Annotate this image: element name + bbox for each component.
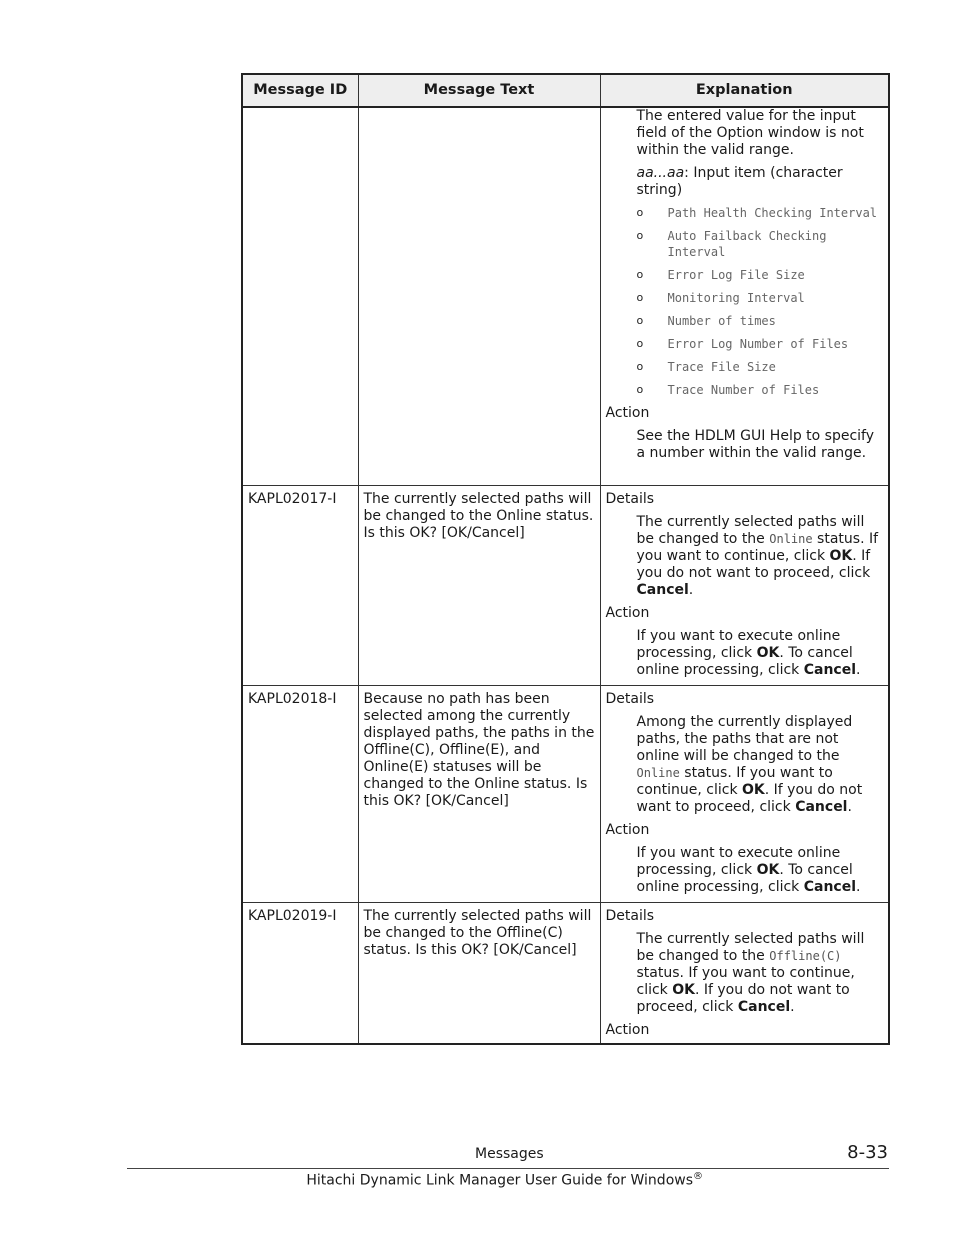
details-label: Details — [605, 490, 655, 507]
message-id-cell: KAPL02019-I — [242, 902, 358, 1044]
header-message-text: Message Text — [358, 74, 600, 107]
messages-table — [241, 73, 890, 1045]
details-label: Details — [605, 907, 655, 924]
explanation-cell — [600, 485, 889, 685]
input-item-variable: aa...aa — [636, 165, 685, 181]
registered-mark: ® — [693, 1171, 703, 1182]
table-header-row — [242, 74, 889, 107]
table-row — [242, 485, 889, 685]
list-item: o Trace Number of Files — [636, 383, 820, 397]
details-text: Among the currently displayed paths, the paths that are not online will be changed to the Online status. If you want to continue, click OK. If you do not want to proceed, click Cancel. — [636, 713, 863, 815]
action-text: See the HDLM GUI Help to specify a number within the valid range. — [636, 428, 875, 461]
message-text-cell: The currently selected paths will be changed to the Online status. Is this OK? [OK/Cancel] — [358, 485, 600, 685]
message-id-cell: KAPL02018-I — [242, 685, 358, 902]
circle-bullet-icon: o — [636, 337, 644, 350]
table-row — [242, 107, 889, 485]
action-label: Action — [605, 1021, 650, 1038]
circle-bullet-icon: o — [636, 291, 644, 304]
circle-bullet-icon: o — [636, 268, 644, 281]
explanation-cell — [600, 902, 889, 1044]
page-number: 8-33 — [847, 1142, 888, 1163]
action-label: Action — [605, 604, 650, 621]
list-item: o Auto Failback Checking Interval — [636, 229, 827, 259]
table-row — [242, 902, 889, 1044]
footer-section-name: Messages — [475, 1146, 544, 1162]
list-item: o Error Log File Size — [636, 268, 805, 282]
details-label: Details — [605, 690, 655, 707]
message-text-cell: The currently selected paths will be changed to the Offline(C) status. Is this OK? [OK/Cancel] — [358, 902, 600, 1044]
input-item-description: : Input item (character string) — [636, 165, 843, 198]
list-item: o Path Health Checking Interval — [636, 206, 878, 220]
list-item: o Number of times — [636, 314, 776, 328]
footer-divider — [127, 1168, 889, 1169]
input-item-note — [637, 165, 884, 199]
circle-bullet-icon: o — [636, 383, 644, 396]
message-text-cell — [358, 107, 600, 485]
header-message-id: Message ID — [242, 74, 358, 107]
document-title: Hitachi Dynamic Link Manager User Guide for Windows® — [306, 1171, 703, 1189]
explanation-cell — [600, 685, 889, 902]
action-label: Action — [605, 405, 650, 421]
message-text-cell: Because no path has been selected among the currently displayed paths, the paths in the Offline(C), Offline(E), and Online(E) statuses will be changed to the Online status. Is this OK? [OK/Cancel] — [358, 685, 600, 902]
list-item: o Monitoring Interval — [636, 291, 805, 305]
details-text: The currently selected paths will be changed to the Online status. If you want to continue, click OK. If you do not want to proceed, click Cancel. — [636, 513, 879, 598]
header-explanation: Explanation — [600, 74, 889, 107]
table-row — [242, 685, 889, 902]
message-id-cell — [242, 107, 358, 485]
action-text: If you want to execute online processing, click OK. To cancel online processing, click Cancel. — [636, 627, 861, 678]
message-id-cell: KAPL02017-I — [242, 485, 358, 685]
circle-bullet-icon: o — [636, 360, 644, 373]
circle-bullet-icon: o — [636, 229, 644, 242]
action-text: If you want to execute online processing, click OK. To cancel online processing, click Cancel. — [636, 844, 861, 895]
details-text: The currently selected paths will be changed to the Offline(C) status. If you want to continue, click OK. If you do not want to proceed, click Cancel. — [636, 930, 865, 1015]
circle-bullet-icon: o — [636, 314, 644, 327]
option-list — [637, 205, 884, 398]
action-label: Action — [605, 821, 650, 838]
list-item: o Trace File Size — [636, 360, 776, 374]
circle-bullet-icon: o — [636, 206, 644, 219]
list-item: o Error Log Number of Files — [636, 337, 849, 351]
explanation-cell — [600, 107, 889, 485]
explanation-intro: The entered value for the input field of the Option window is not within the valid range. — [636, 108, 864, 158]
